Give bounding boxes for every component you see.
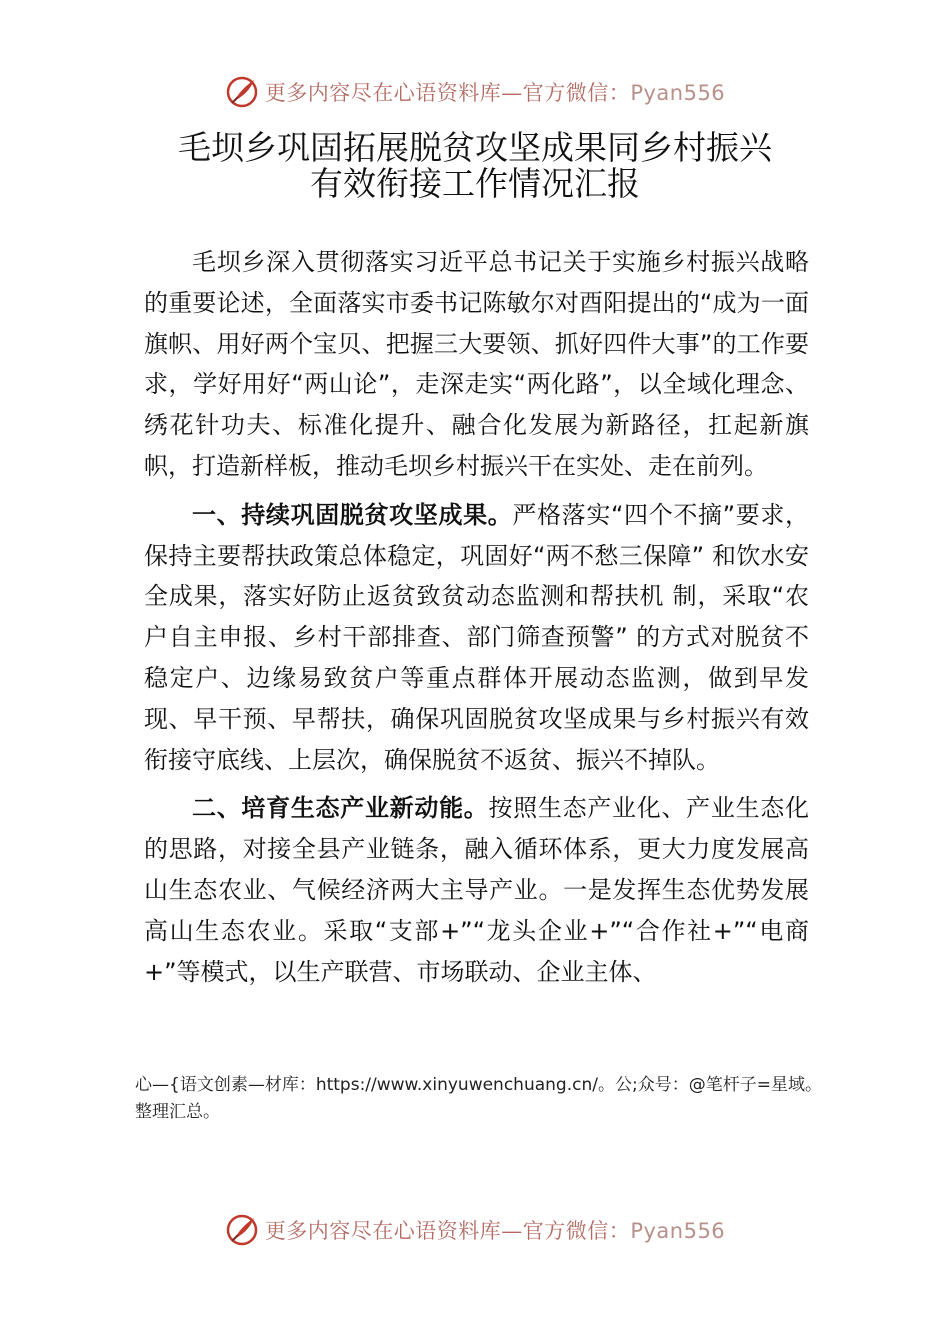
header-banner <box>0 72 950 112</box>
section-2-paragraph <box>144 788 809 992</box>
wechat-id: Pyan556 <box>630 81 726 105</box>
title-line-1: 毛坝乡巩固拓展脱贫攻坚成果同乡村振兴 <box>178 128 772 167</box>
quill-logo-icon <box>225 75 259 109</box>
section-2-text: 按照生态产业化、产业生态化的思路，对接全县产业链条，融入循环体系，更大力度发展高山生态农业、气候经济两大主导产业。一是发挥生态优势发展高山生态农业。采取“支部+”“龙头企业+”“合作社+”“电商+”等模式，以生产联营、市场联动、企业主体、 <box>144 794 809 986</box>
banner-text: 更多内容尽在心语资料库—官方微信：Pyan556 <box>264 1219 726 1243</box>
title-line-2: 有效衔接工作情况汇报 <box>310 164 640 203</box>
quill-logo-icon <box>225 1213 259 1247</box>
document-title <box>100 130 850 202</box>
section-1-paragraph <box>144 495 809 781</box>
section-1-text: 严格落实“四个不摘”要求，保持主要帮扶政策总体稳定，巩固好“两不愁三保障” 和饮水安全成果，落实好防止返贫致贫动态监测和帮扶机 制，采取“农户自主申报、乡村干部排查、部门筛查预警” 的方式对脱贫不稳定户、边缘易致贫户等重点群体开展动态监测，做到早发现、早干预、早帮扶，确保巩固脱贫攻坚成果与乡村振兴有效衔接守底线、上层次，确保脱贫不返贫、振兴不掉队。 <box>144 500 809 774</box>
wechat-id: Pyan556 <box>630 1219 726 1243</box>
footer-banner <box>0 1210 950 1250</box>
source-footnote: 心—{语文创素—材库：https://www.xinyuwenchuang.cn/。公;众号：@笔杆子=星域。整理汇总。 <box>135 1075 822 1122</box>
document-body <box>144 242 809 992</box>
section-1-heading: 一、持续巩固脱贫攻坚成果。 <box>192 500 513 529</box>
banner-text: 更多内容尽在心语资料库—官方微信：Pyan556 <box>264 81 726 105</box>
section-2-heading: 二、培育生态产业新动能。 <box>192 794 489 823</box>
intro-paragraph: 毛坝乡深入贯彻落实习近平总书记关于实施乡村振兴战略的重要论述，全面落实市委书记陈敏尔对酉阳提出的“成为一面旗帜、用好两个宝贝、把握三大要领、抓好四件大事”的工作要求，学好用好“两山论”，走深走实“两化路”，以全域化理念、绣花针功夫、标准化提升、融合化发展为新路径，扛起新旗帜，打造新样板，推动毛坝乡村振兴干在实处、走在前列。 <box>144 248 809 480</box>
